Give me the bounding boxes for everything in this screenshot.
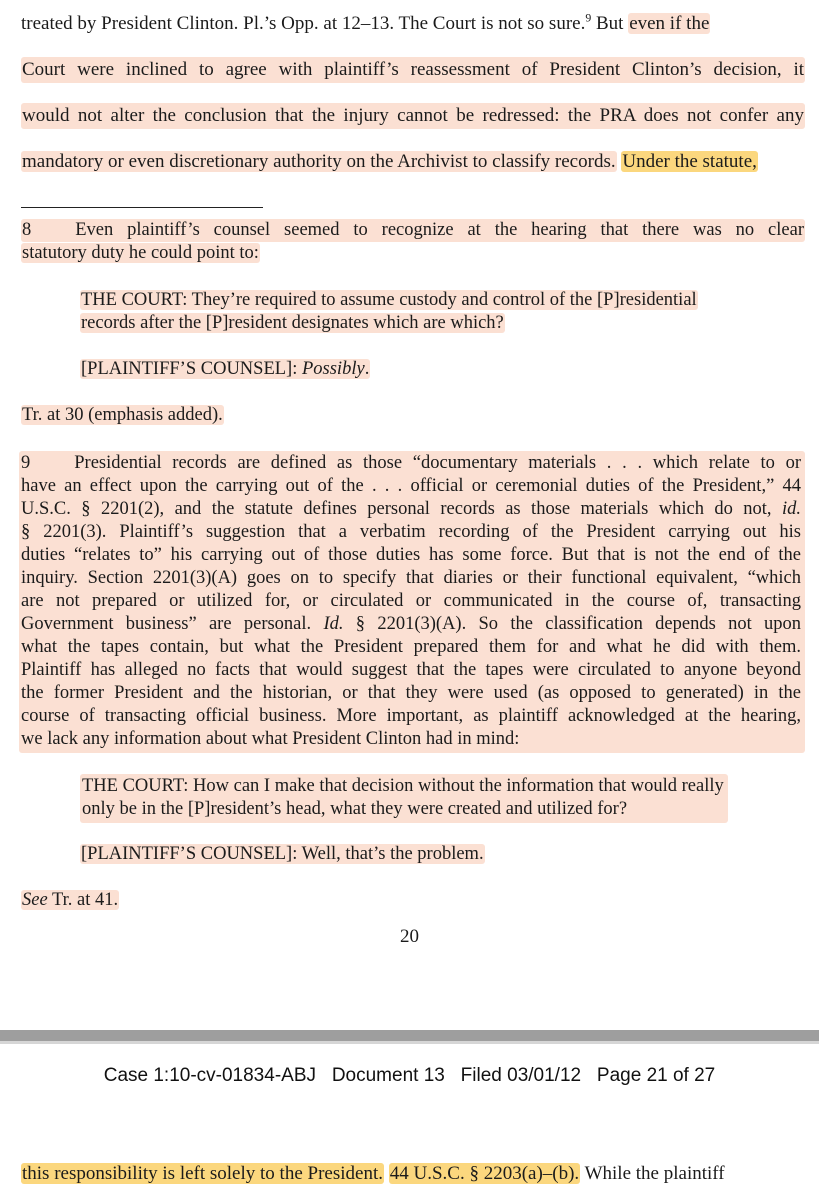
quote-block	[80, 774, 728, 823]
quote-text	[80, 359, 370, 379]
footnote-8-line-2	[21, 242, 805, 265]
page-divider	[0, 1030, 819, 1041]
highlighted-text: would not alter the conclusion that the injury cannot be redressed: the PRA does not confer any	[21, 103, 805, 129]
citation-signal: See	[22, 890, 48, 910]
quote-line: THE COURT: How can I make that decision without the information that would really	[82, 776, 724, 796]
quote-line	[80, 289, 805, 312]
footnote-text: § 2201(3)(A). So the classification depends not upon	[355, 614, 801, 634]
citation-text	[21, 890, 119, 910]
footnote-8	[21, 219, 805, 265]
footnote-9-line: the former President and the historian, or that they were used (as opposed to generated) in the	[21, 683, 801, 703]
body-line-1	[21, 11, 805, 37]
footnote-text: Presidential records are defined as those “documentary materials . . . which relate to or	[74, 453, 801, 473]
highlighted-text-yellow: Under the statute,	[622, 151, 757, 172]
punctuation: .	[364, 359, 370, 379]
case-header	[0, 1065, 819, 1087]
footnote-8-quote-1	[80, 289, 805, 335]
footnote-8-quote-2	[80, 358, 805, 381]
quote-line	[80, 312, 805, 335]
citation-text: Tr. at 30 (emphasis added).	[22, 405, 223, 425]
quote-text: records after the [P]resident designates which are which?	[81, 313, 504, 333]
footnote-number: 8	[22, 220, 32, 240]
footnote-9-line: § 2201(3). Plaintiff’s suggestion that a verbatim recording of the President carrying out his	[21, 522, 801, 542]
speaker-label: [PLAINTIFF’S COUNSEL]:	[81, 359, 302, 379]
footnote-text: Government business” are personal.	[21, 614, 312, 634]
footnote-9-line: duties “relates to” his carrying out of those duties has some force. But that is not the end of the	[21, 545, 801, 565]
quote-text: THE COURT: They’re required to assume custody and control of the [P]residential	[81, 290, 697, 310]
footnote-separator	[21, 207, 263, 208]
footnote-8-line-1	[21, 219, 805, 242]
footnote-9-line: what the tapes contain, but what the President prepared them for and what he did with them.	[21, 637, 801, 657]
footnote-9	[21, 451, 805, 753]
citation-body: Tr. at 41.	[47, 890, 119, 910]
footnote-9-line: Plaintiff has alleged no facts that would suggest that the tapes were circulated to anyone beyond	[21, 660, 801, 680]
highlighted-text-yellow: this responsibility is left solely to the President.	[22, 1163, 383, 1184]
footnote-number: 9	[21, 453, 31, 473]
footnote-9-quote-1	[80, 774, 805, 823]
quote-line: only be in the [P]resident’s head, what they were created and utilized for?	[82, 799, 628, 819]
next-page-line-1	[21, 1161, 805, 1187]
highlighted-text: even if the	[629, 13, 710, 34]
body-line-3	[21, 103, 805, 129]
body-line-4	[21, 149, 805, 175]
footnote-9-line: inquiry. Section 2201(3)(A) goes on to specify that diaries or their functional equivalent, “which	[21, 568, 801, 588]
footnote-9-line: have an effect upon the carrying out of the . . . official or ceremonial duties of the President,” 44	[21, 476, 801, 496]
body-line-2	[21, 57, 805, 83]
footnote-9-line: course of transacting official business. More important, as plaintiff acknowledged at the hearing,	[21, 706, 801, 726]
footnote-ref-9: 9	[585, 11, 592, 25]
footnote-9-line	[21, 613, 801, 636]
body-text: But	[591, 13, 629, 34]
footnote-9-quote-2	[80, 843, 805, 866]
highlighted-text-yellow: 44 U.S.C. § 2203(a)–(b).	[389, 1163, 580, 1184]
quote-text: [PLAINTIFF’S COUNSEL]: Well, that’s the problem.	[81, 844, 484, 864]
citation-italic: Id.	[323, 614, 344, 634]
footnote-text: Even plaintiff’s counsel seemed to recognize at the hearing that there was no clear	[75, 220, 804, 240]
highlighted-text: Court were inclined to agree with plaintiff’s reassessment of President Clinton’s decision, it	[21, 57, 805, 83]
footnote-text: statutory duty he could point to:	[22, 243, 259, 263]
footnote-text: U.S.C. § 2201(2), and the statute defines personal records as those materials which do not,	[21, 499, 772, 519]
page-number: 20	[400, 926, 419, 947]
footnote-9-line	[21, 498, 801, 521]
emphasized-text: Possibly	[301, 359, 365, 379]
page-divider-shadow	[0, 1041, 819, 1044]
highlighted-text: mandatory or even discretionary authority on the Archivist to classify records.	[22, 151, 616, 172]
footnote-9-line	[21, 452, 801, 475]
footnote-9-block	[19, 451, 805, 753]
body-text: treated by President Clinton. Pl.’s Opp. at 12–13. The Court is not so sure.	[21, 13, 586, 34]
footnote-9-line: are not prepared or utilized for, or circulated or communicated in the course of, transacting	[21, 591, 801, 611]
case-header-text: Case 1:10-cv-01834-ABJ Document 13 Filed 03/01/12 Page 21 of 27	[103, 1065, 716, 1086]
footnote-9-citation	[21, 889, 805, 912]
footnote-8-citation	[21, 404, 805, 427]
citation-italic: id.	[781, 499, 801, 519]
body-text: While the plaintiff	[580, 1163, 725, 1184]
footnote-9-line: we lack any information about what President Clinton had in mind:	[21, 729, 520, 749]
